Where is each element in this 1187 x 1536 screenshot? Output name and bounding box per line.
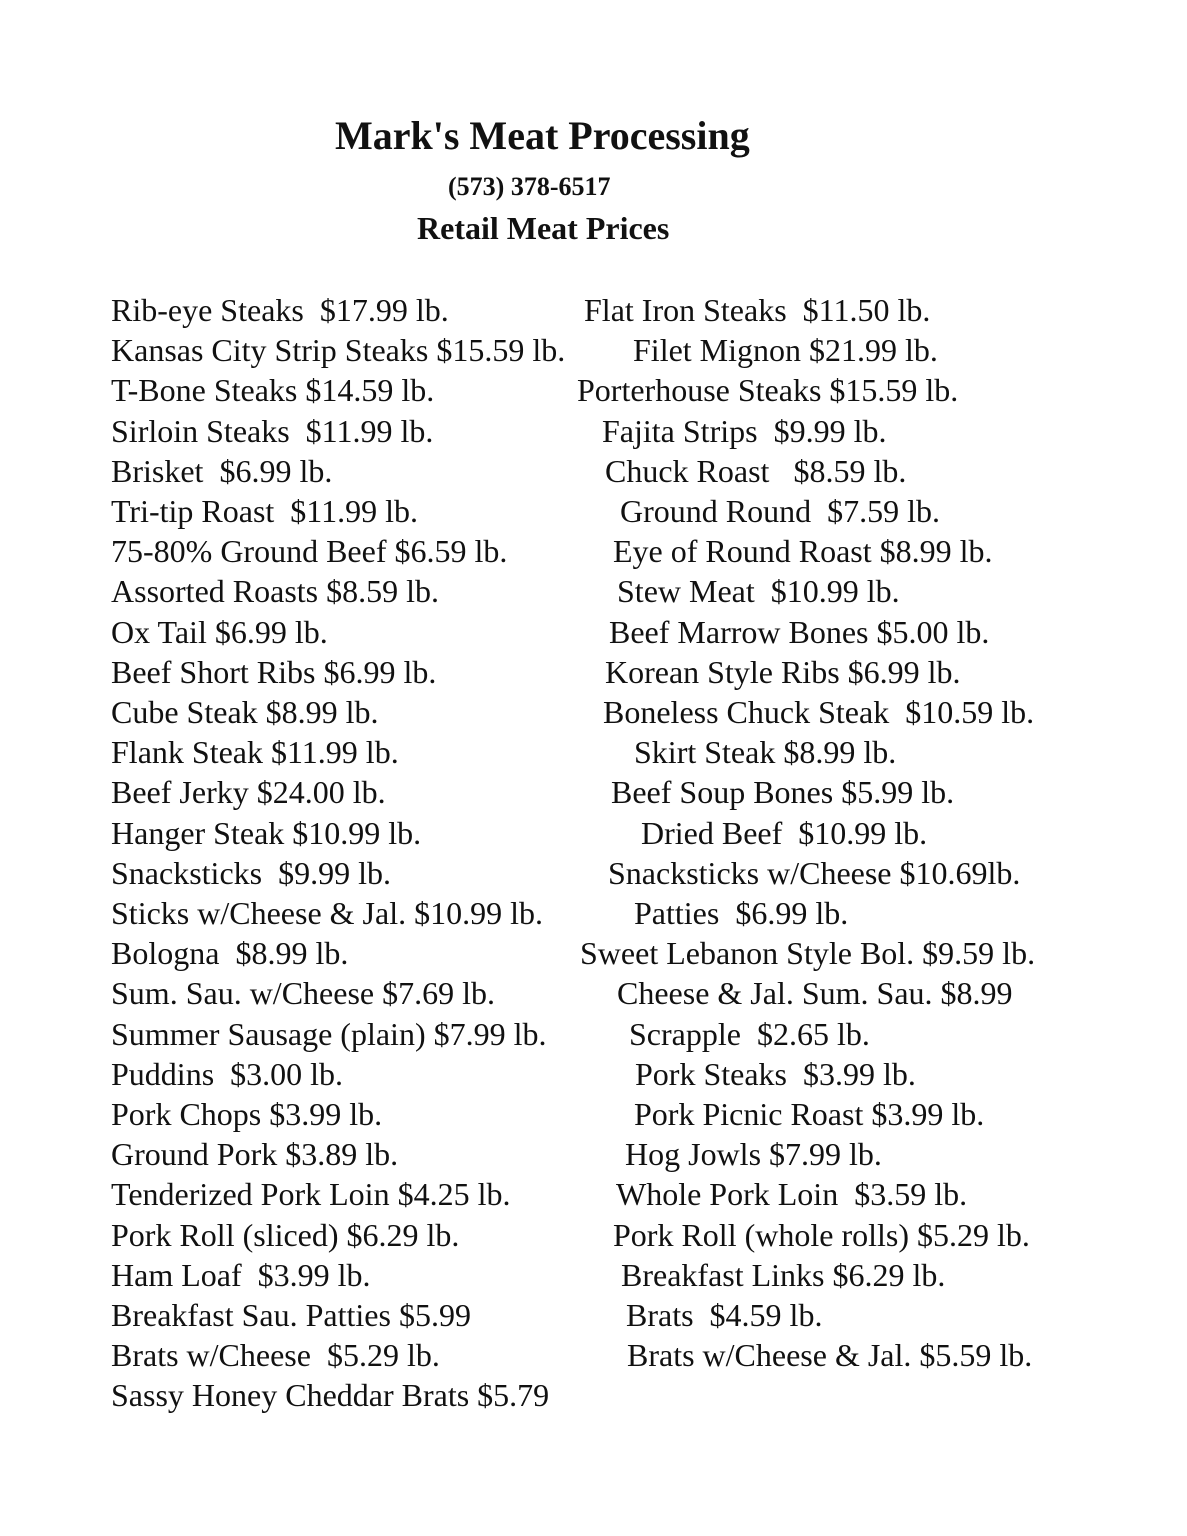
price-item-left: Flank Steak $11.99 lb. <box>111 734 399 770</box>
price-item-right: Chuck Roast $8.59 lb. <box>605 453 907 489</box>
price-item-right: Beef Marrow Bones $5.00 lb. <box>609 614 990 650</box>
price-item-right: Beef Soup Bones $5.99 lb. <box>611 774 955 810</box>
price-item-left: Hanger Steak $10.99 lb. <box>111 815 422 851</box>
price-item-right: Korean Style Ribs $6.99 lb. <box>605 654 961 690</box>
price-item-left: Ox Tail $6.99 lb. <box>111 614 328 650</box>
price-item-left: Pork Chops $3.99 lb. <box>111 1096 383 1132</box>
page-title: Mark's Meat Processing <box>335 113 750 158</box>
price-item-right: Fajita Strips $9.99 lb. <box>602 413 887 449</box>
price-item-left: Rib-eye Steaks $17.99 lb. <box>111 292 449 328</box>
price-item-right: Skirt Steak $8.99 lb. <box>634 734 897 770</box>
price-item-left: Summer Sausage (plain) $7.99 lb. <box>111 1016 547 1052</box>
price-item-left: Cube Steak $8.99 lb. <box>111 694 379 730</box>
price-item-right: Flat Iron Steaks $11.50 lb. <box>584 292 931 328</box>
price-item-left: Brats w/Cheese $5.29 lb. <box>111 1337 440 1373</box>
price-item-left: Ham Loaf $3.99 lb. <box>111 1257 371 1293</box>
phone-number: (573) 378-6517 <box>448 172 611 201</box>
price-item-right: Eye of Round Roast $8.99 lb. <box>613 533 993 569</box>
price-item-left: Breakfast Sau. Patties $5.99 <box>111 1297 471 1333</box>
price-item-left: Snacksticks $9.99 lb. <box>111 855 391 891</box>
price-item-left: Beef Short Ribs $6.99 lb. <box>111 654 437 690</box>
price-item-left: Sirloin Steaks $11.99 lb. <box>111 413 434 449</box>
price-item-right: Hog Jowls $7.99 lb. <box>625 1136 882 1172</box>
price-item-left: Sticks w/Cheese & Jal. $10.99 lb. <box>111 895 543 931</box>
price-item-right: Scrapple $2.65 lb. <box>629 1016 870 1052</box>
page-subtitle: Retail Meat Prices <box>417 210 670 246</box>
price-item-left: Pork Roll (sliced) $6.29 lb. <box>111 1217 460 1253</box>
price-item-left: Tri-tip Roast $11.99 lb. <box>111 493 418 529</box>
price-item-left: Sassy Honey Cheddar Brats $5.79 <box>111 1377 550 1413</box>
price-item-left: Kansas City Strip Steaks $15.59 lb. <box>111 332 566 368</box>
price-item-left: Ground Pork $3.89 lb. <box>111 1136 399 1172</box>
price-item-left: Puddins $3.00 lb. <box>111 1056 344 1092</box>
price-item-right: Brats w/Cheese & Jal. $5.59 lb. <box>627 1337 1033 1373</box>
price-item-right: Pork Roll (whole rolls) $5.29 lb. <box>613 1217 1030 1253</box>
price-item-left: Bologna $8.99 lb. <box>111 935 349 971</box>
price-item-left: Sum. Sau. w/Cheese $7.69 lb. <box>111 975 495 1011</box>
price-item-right: Sweet Lebanon Style Bol. $9.59 lb. <box>580 935 1036 971</box>
price-item-left: Tenderized Pork Loin $4.25 lb. <box>111 1176 511 1212</box>
price-item-right: Pork Picnic Roast $3.99 lb. <box>634 1096 985 1132</box>
price-item-right: Cheese & Jal. Sum. Sau. $8.99 <box>617 975 1013 1011</box>
price-item-right: Brats $4.59 lb. <box>626 1297 823 1333</box>
price-item-right: Pork Steaks $3.99 lb. <box>635 1056 916 1092</box>
price-item-left: Brisket $6.99 lb. <box>111 453 333 489</box>
price-item-right: Filet Mignon $21.99 lb. <box>633 332 938 368</box>
price-item-right: Stew Meat $10.99 lb. <box>617 573 900 609</box>
price-item-right: Porterhouse Steaks $15.59 lb. <box>577 372 959 408</box>
price-item-right: Dried Beef $10.99 lb. <box>641 815 928 851</box>
price-item-right: Whole Pork Loin $3.59 lb. <box>616 1176 968 1212</box>
price-item-right: Ground Round $7.59 lb. <box>620 493 940 529</box>
price-item-left: Beef Jerky $24.00 lb. <box>111 774 386 810</box>
price-item-right: Breakfast Links $6.29 lb. <box>621 1257 946 1293</box>
price-item-right: Snacksticks w/Cheese $10.69lb. <box>608 855 1021 891</box>
price-item-left: Assorted Roasts $8.59 lb. <box>111 573 439 609</box>
price-item-left: 75-80% Ground Beef $6.59 lb. <box>111 533 508 569</box>
price-item-right: Boneless Chuck Steak $10.59 lb. <box>603 694 1035 730</box>
price-item-right: Patties $6.99 lb. <box>634 895 849 931</box>
price-item-left: T-Bone Steaks $14.59 lb. <box>111 372 435 408</box>
